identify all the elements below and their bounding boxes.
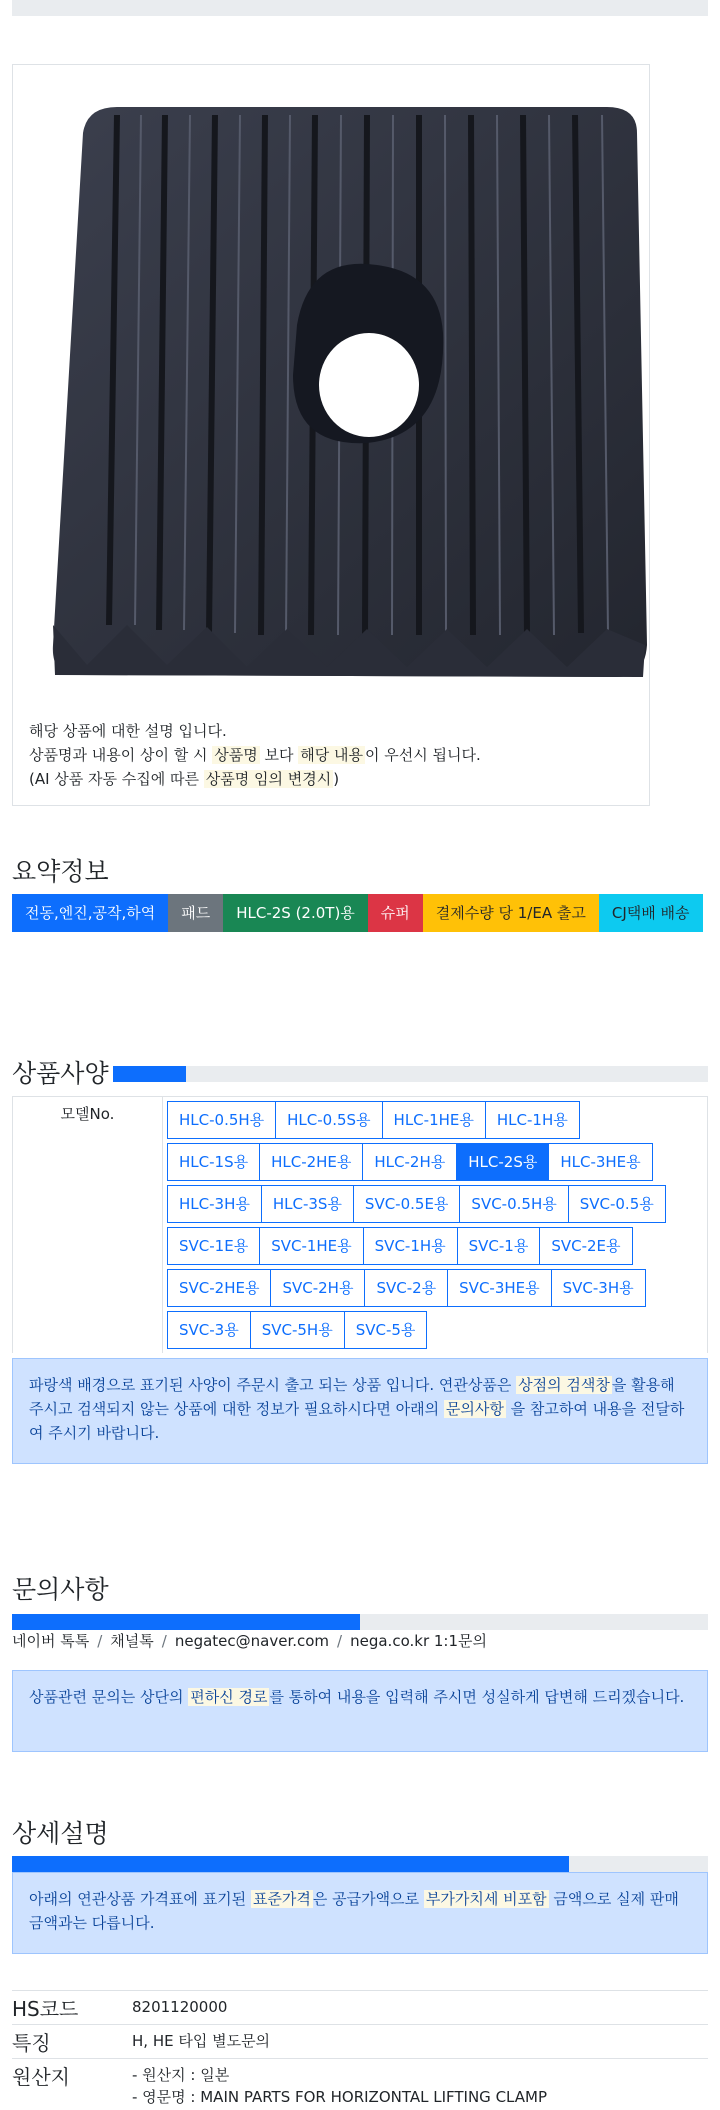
info-key: 원산지 <box>12 2059 132 2110</box>
text-segment: 은 공급가액으로 <box>313 1890 424 1908</box>
summary-badge: 슈퍼 <box>368 894 423 932</box>
model-option-button[interactable]: HLC-1H용 <box>485 1101 580 1139</box>
info-key: HS코드 <box>12 1991 132 2025</box>
model-option-row <box>167 1227 701 1269</box>
model-option-button[interactable]: HLC-2S용 <box>456 1143 549 1181</box>
highlight-text: 편하신 경로 <box>188 1688 269 1706</box>
model-option-button[interactable]: HLC-1HE용 <box>382 1101 486 1139</box>
description-line <box>29 743 481 767</box>
info-value-line: H, HE 타입 별도문의 <box>132 2030 708 2052</box>
breadcrumb-separator: / <box>97 1632 102 1650</box>
product-image <box>47 105 647 685</box>
model-option-row <box>167 1143 701 1185</box>
info-value-line: 8201120000 <box>132 1996 708 2018</box>
spec-label-model: 모델No. <box>13 1097 163 1353</box>
model-option-button[interactable]: SVC-0.5H용 <box>459 1185 568 1223</box>
model-option-button[interactable]: SVC-3H용 <box>551 1269 646 1307</box>
model-option-button[interactable]: SVC-2E용 <box>539 1227 632 1265</box>
detail-info-table <box>12 1990 708 2110</box>
model-options <box>163 1097 707 1353</box>
text-segment: 을 활용해 주시고 검색되지 않는 상품에 대한 정보가 필요하시다면 아래의 <box>29 1376 675 1418</box>
text-segment: 아래의 연관상품 가격표에 표기된 <box>29 1890 251 1908</box>
inquiry-channel-link[interactable]: 채널톡 <box>110 1632 153 1650</box>
model-option-button[interactable]: SVC-0.5용 <box>568 1185 666 1223</box>
model-option-button[interactable]: HLC-1S용 <box>167 1143 260 1181</box>
text-segment: 파랑색 배경으로 표기된 사양이 주문시 출고 되는 상품 입니다. 연관상품은 <box>29 1376 516 1394</box>
spec-notice <box>12 1358 708 1464</box>
info-value <box>132 2025 708 2059</box>
summary-badges <box>12 894 708 932</box>
model-option-row <box>167 1101 701 1143</box>
inquiry-progress-bar <box>12 1614 708 1630</box>
text-segment: (AI 상품 자동 수집에 따른 <box>29 770 204 788</box>
model-option-button[interactable]: SVC-2용 <box>364 1269 448 1307</box>
info-value-line: - 원산지 : 일본 <box>132 2064 708 2086</box>
detail-title: 상세설명 <box>12 1814 109 1850</box>
model-option-button[interactable]: HLC-3S용 <box>261 1185 354 1223</box>
model-option-row <box>167 1185 701 1227</box>
detail-notice <box>12 1872 708 1954</box>
info-value-line: - 영문명 : MAIN PARTS FOR HORIZONTAL LIFTING CLAMP <box>132 2086 708 2108</box>
model-option-button[interactable]: SVC-2HE용 <box>167 1269 271 1307</box>
text-segment: 금액으로 실제 판매금액과는 다릅니다. <box>29 1890 679 1932</box>
model-option-button[interactable]: SVC-0.5E용 <box>353 1185 461 1223</box>
spec-table <box>12 1096 708 1353</box>
text-segment: ) <box>333 770 339 788</box>
summary-badge: CJ택배 배송 <box>599 894 703 932</box>
summary-badge: 결제수량 당 1/EA 출고 <box>423 894 599 932</box>
info-value <box>132 2059 708 2110</box>
text-segment: 해당 상품에 대한 설명 입니다. <box>29 722 227 740</box>
product-card <box>12 64 650 806</box>
model-option-button[interactable]: SVC-1용 <box>457 1227 541 1265</box>
highlight-text: 상품명 임의 변경시 <box>204 770 333 788</box>
model-option-button[interactable]: SVC-1H용 <box>363 1227 458 1265</box>
summary-badge: 전동,엔진,공작,하역 <box>12 894 168 932</box>
model-option-button[interactable]: SVC-2H용 <box>270 1269 365 1307</box>
model-option-button[interactable]: SVC-5H용 <box>250 1311 345 1349</box>
inquiry-notice <box>12 1670 708 1752</box>
highlight-text: 부가가치세 비포함 <box>424 1890 549 1908</box>
summary-badge: 패드 <box>168 894 223 932</box>
inquiry-channel-link[interactable]: nega.co.kr 1:1문의 <box>350 1632 487 1650</box>
text-segment: 보다 <box>260 746 299 764</box>
spec-title: 상품사양 <box>12 1054 113 1090</box>
model-option-row <box>167 1311 701 1353</box>
breadcrumb-separator: / <box>162 1632 167 1650</box>
model-option-row <box>167 1269 701 1311</box>
info-row <box>12 2025 708 2059</box>
spec-progress-bar <box>12 1066 708 1082</box>
model-option-button[interactable]: HLC-3HE용 <box>548 1143 652 1181</box>
model-option-button[interactable]: SVC-3HE용 <box>447 1269 551 1307</box>
model-option-button[interactable]: HLC-3H용 <box>167 1185 262 1223</box>
model-option-button[interactable]: HLC-0.5H용 <box>167 1101 276 1139</box>
highlight-text: 표준가격 <box>251 1890 313 1908</box>
model-option-button[interactable]: SVC-3용 <box>167 1311 251 1349</box>
summary-title: 요약정보 <box>12 852 109 888</box>
summary-badge: HLC-2S (2.0T)용 <box>223 894 368 932</box>
model-option-button[interactable]: SVC-1HE용 <box>259 1227 363 1265</box>
inquiry-title: 문의사항 <box>12 1570 109 1606</box>
model-option-button[interactable]: HLC-0.5S용 <box>275 1101 382 1139</box>
inquiry-channels <box>12 1630 487 1651</box>
description-line <box>29 767 481 791</box>
info-row <box>12 1991 708 2025</box>
info-row <box>12 2059 708 2110</box>
text-segment: 상품관련 문의는 상단의 <box>29 1688 188 1706</box>
product-description <box>29 719 481 791</box>
text-segment: 을 참고하여 내용을 전달하여 주시기 바랍니다. <box>29 1400 684 1442</box>
text-segment: 상품명과 내용이 상이 할 시 <box>29 746 212 764</box>
detail-progress-bar <box>12 1856 708 1872</box>
info-value <box>132 1991 708 2025</box>
top-progress-bar <box>12 0 708 16</box>
info-key: 특징 <box>12 2025 132 2059</box>
model-option-button[interactable]: SVC-5용 <box>344 1311 428 1349</box>
text-segment: 를 통하여 내용을 입력해 주시면 성실하게 답변해 드리겠습니다. <box>269 1688 684 1706</box>
highlight-text: 상점의 검색창 <box>516 1376 612 1394</box>
inquiry-channel-link[interactable]: negatec@naver.com <box>175 1632 329 1650</box>
description-line <box>29 719 481 743</box>
model-option-button[interactable]: HLC-2HE용 <box>259 1143 363 1181</box>
model-option-button[interactable]: SVC-1E용 <box>167 1227 260 1265</box>
highlight-text: 문의사항 <box>444 1400 506 1418</box>
highlight-text: 해당 내용 <box>298 746 365 764</box>
text-segment: 이 우선시 됩니다. <box>365 746 481 764</box>
model-option-button[interactable]: HLC-2H용 <box>362 1143 457 1181</box>
highlight-text: 상품명 <box>212 746 259 764</box>
inquiry-channel-link[interactable]: 네이버 톡톡 <box>12 1632 89 1650</box>
breadcrumb-separator: / <box>337 1632 342 1650</box>
